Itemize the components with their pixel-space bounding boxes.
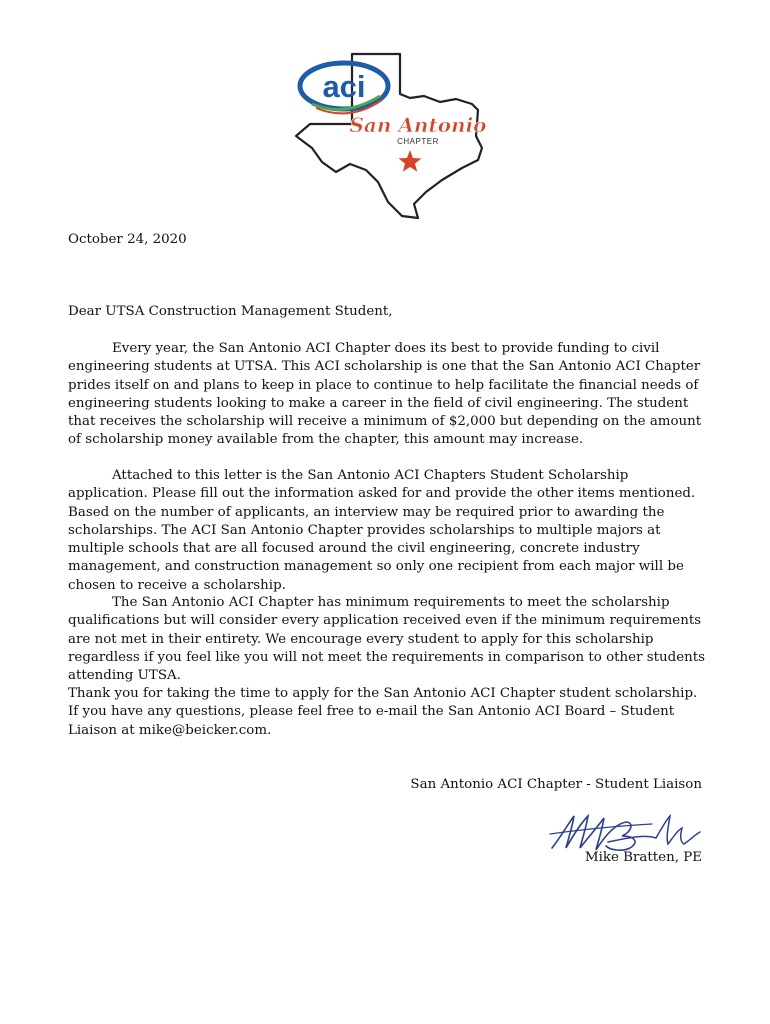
letter-date: October 24, 2020: [68, 232, 187, 247]
aci-san-antonio-logo: [292, 52, 492, 220]
salutation: Dear UTSA Construction Management Student,: [68, 304, 393, 319]
body-paragraph: Thank you for taking the time to apply for the San Antonio ACI Chapter student scholarship. If you have any questions, please feel free to e-mail the San Antonio ACI Board – Student Liaison at mike@beicker.com.: [68, 686, 698, 738]
closing-line: San Antonio ACI Chapter - Student Liaison: [410, 777, 702, 792]
body-paragraph: Every year, the San Antonio ACI Chapter does its best to provide funding to civil engineering students at UTSA. This ACI scholarship is one that the San Antonio ACI Chapter prides itself on and plans to keep in place to continue to help facilitate the financial needs of engineering students looking to make a career in the field of civil engineering. The student that receives the scholarship will receive a minimum of $2,000 but depending on the amount of scholarship money available from the chapter, this amount may increase.: [68, 341, 702, 448]
body-paragraph: The San Antonio ACI Chapter has minimum requirements to meet the scholarship qualifications but will consider every application received even if the minimum requirements are not met in their entirety. We encourage every student to apply for this scholarship regardless if you feel like you will not meet the requirements in comparison to other students attending UTSA.: [68, 595, 705, 684]
aci-wordmark: aci: [322, 69, 366, 104]
signer-name: Mike Bratten, PE: [584, 850, 702, 865]
chapter-label: CHAPTER: [397, 137, 439, 146]
body-paragraph: Attached to this letter is the San Antonio ACI Chapters Student Scholarship application. Please fill out the information asked for and provide the other items mentioned. Based on the number of applicants, an interview may be required prior to awarding the scholarships. The ACI San Antonio Chapter provides scholarships to multiple majors at multiple schools that are all focused around the civil engineering, concrete industry management, and construction management so only one recipient from each major will be chosen to receive a scholarship.: [68, 468, 696, 593]
city-wordmark: San Antonio: [349, 113, 487, 137]
